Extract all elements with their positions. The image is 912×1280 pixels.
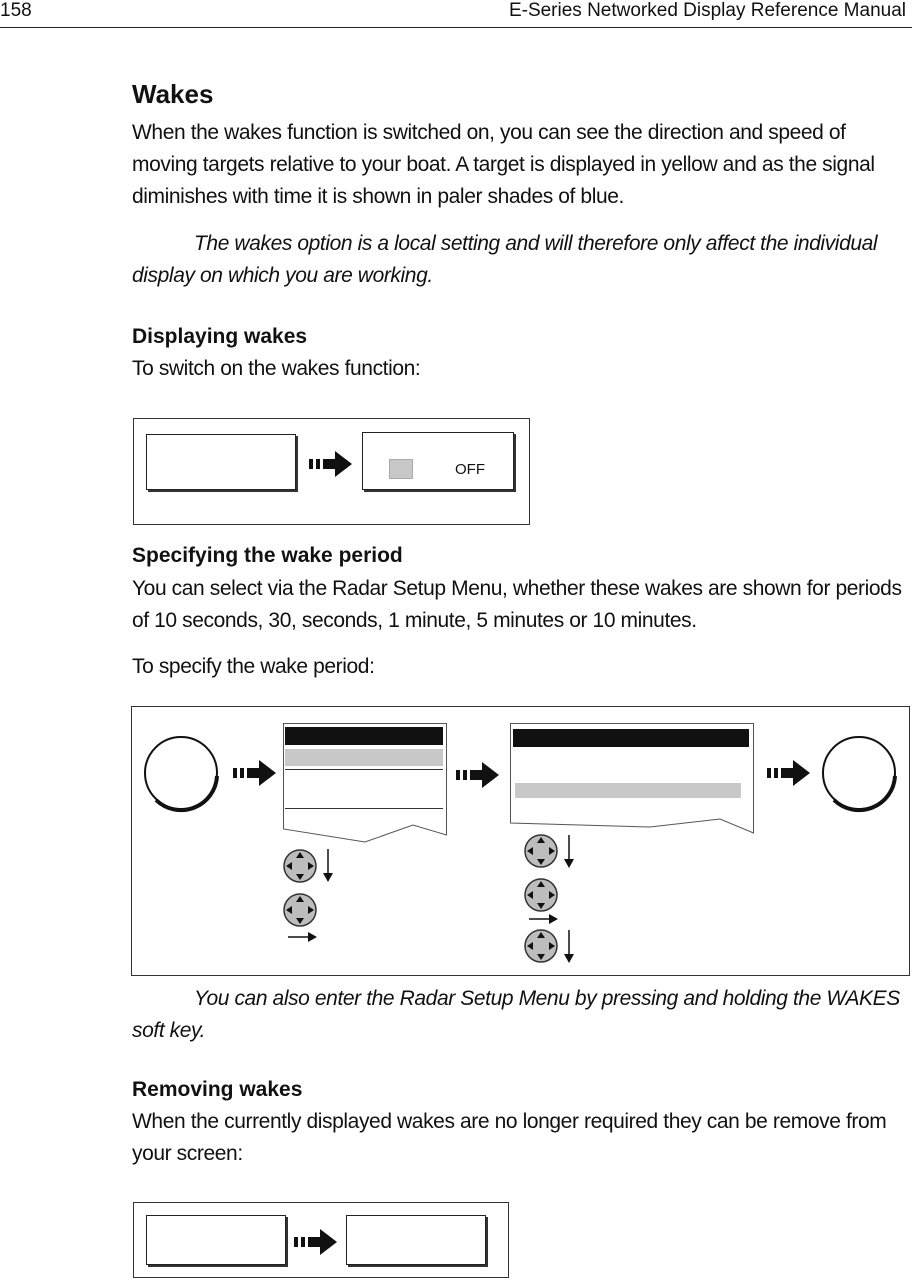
trackpad-icon[interactable] <box>282 848 318 884</box>
right-arrow-icon <box>529 913 559 925</box>
intro-paragraph <box>132 117 912 213</box>
ok-button-icon[interactable] <box>820 734 900 814</box>
local-setting-note <box>132 228 912 292</box>
removing-wakes-heading: Removing wakes <box>132 1078 303 1101</box>
body-line: your screen: <box>132 1142 243 1165</box>
note-line: You can also enter the Radar Setup Menu by pressing and holding the WAKES <box>194 987 900 1010</box>
wake-period-diagram <box>131 706 910 976</box>
toggle-on-indicator <box>389 459 413 479</box>
toggle-off-label: OFF <box>455 461 485 478</box>
note-line: soft key. <box>132 1019 206 1042</box>
down-arrow-icon <box>563 835 575 869</box>
menu-title-bar <box>285 727 443 745</box>
intro-line: diminishes with time it is shown in paler shades of blue. <box>132 185 624 208</box>
specifying-body <box>132 573 912 637</box>
specifying-intro: To specify the wake period: <box>132 655 375 678</box>
trackpad-icon[interactable] <box>523 833 559 869</box>
intro-line: moving targets relative to your boat. A target is displayed in yellow and as the signal <box>132 153 875 176</box>
trackpad-icon[interactable] <box>523 877 559 913</box>
body-line: You can select via the Radar Setup Menu, whether these wakes are shown for periods <box>132 577 902 600</box>
trackpad-icon[interactable] <box>523 928 559 964</box>
step-arrow-icon <box>233 760 277 786</box>
removing-body <box>132 1106 912 1170</box>
menu-divider <box>285 769 443 770</box>
trackpad-icon[interactable] <box>282 892 318 928</box>
highlighted-menu-item[interactable] <box>515 783 741 798</box>
setup-menu-panel <box>283 723 447 843</box>
specifying-heading: Specifying the wake period <box>132 544 403 567</box>
intro-line: When the wakes function is switched on, you can see the direction and speed of <box>132 121 846 144</box>
menu-button-icon[interactable] <box>142 734 222 814</box>
displaying-wakes-heading: Displaying wakes <box>132 325 308 348</box>
down-arrow-icon <box>563 930 575 964</box>
body-line: of 10 seconds, 30, seconds, 1 minute, 5 minutes or 10 minutes. <box>132 609 697 632</box>
displaying-wakes-intro: To switch on the wakes function: <box>132 357 421 380</box>
section-title: Wakes <box>132 79 214 109</box>
note-line: The wakes option is a local setting and will therefore only affect the individual <box>194 232 878 255</box>
wakes-soft-key[interactable] <box>146 1215 286 1265</box>
right-arrow-icon <box>288 931 318 943</box>
remove-wakes-diagram <box>133 1202 509 1278</box>
step-arrow-icon <box>294 1229 338 1255</box>
switch-on-diagram <box>133 418 530 525</box>
manual-title: E-Series Networked Display Reference Manual <box>508 0 906 21</box>
step-arrow-icon <box>767 760 811 786</box>
page-number: 158 <box>0 0 32 21</box>
header-rule <box>0 27 912 28</box>
wakes-soft-key[interactable] <box>146 434 296 490</box>
menu-divider <box>285 808 443 809</box>
down-arrow-icon <box>322 849 334 883</box>
wakes-toggle-soft-key[interactable] <box>362 432 514 490</box>
highlighted-menu-item[interactable] <box>285 749 443 766</box>
body-line: When the currently displayed wakes are no longer required they can be remove from <box>132 1110 887 1133</box>
step-arrow-icon <box>309 451 353 477</box>
note-line: display on which you are working. <box>132 264 433 287</box>
clear-wakes-soft-key[interactable] <box>346 1215 486 1265</box>
wake-period-menu-panel <box>510 723 754 835</box>
setup-menu-note <box>132 983 912 1047</box>
menu-title-bar <box>513 729 749 747</box>
step-arrow-icon <box>456 762 500 788</box>
